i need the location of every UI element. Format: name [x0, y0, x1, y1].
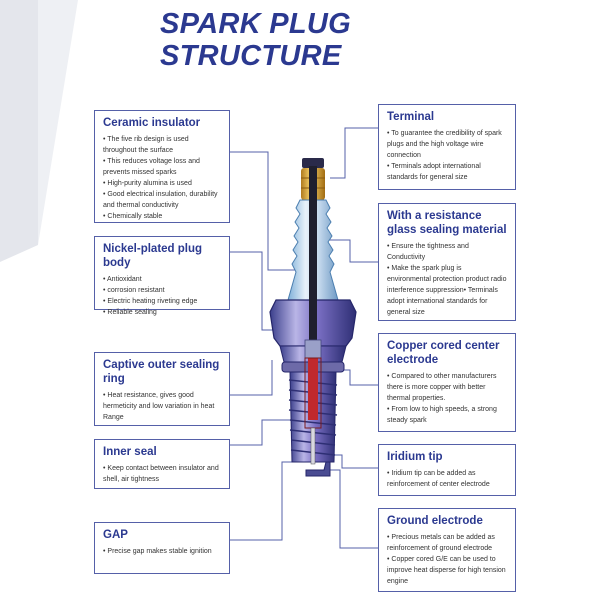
box-title: Terminal: [387, 111, 435, 123]
box-item: • Reliable sealing: [103, 307, 221, 318]
glass-seal: [305, 340, 321, 358]
box-item: • Chemically stable: [103, 211, 221, 222]
box-title: Ground electrode: [387, 515, 483, 527]
box-resistance-glass: [378, 203, 516, 321]
box-copper-cored-electrode: [378, 333, 516, 432]
box-item: • The five rib design is used throughout the surface: [103, 134, 221, 156]
box-ground-electrode: [378, 508, 516, 592]
box-title: Captive outer sealing ring: [103, 359, 220, 385]
ground-electrode: [306, 462, 330, 476]
leader-gap: [230, 462, 300, 540]
leader-ground: [326, 470, 378, 548]
box-title: GAP: [103, 529, 128, 541]
box-inner-seal: [94, 439, 230, 489]
box-gap: [94, 522, 230, 574]
box-item: • Copper cored G/E can be used to improve heat disperse for high tension engine: [387, 554, 507, 587]
box-item: • High-purity alumina is used: [103, 178, 221, 189]
leader-inner-seal: [230, 420, 290, 445]
box-item: • Precise gap makes stable ignition: [103, 546, 221, 557]
leader-sealing-ring: [230, 360, 272, 395]
box-item: • Iridium tip can be added as reinforcement of center electrode: [387, 468, 507, 490]
box-terminal: [378, 104, 516, 190]
box-iridium-tip: [378, 444, 516, 496]
box-item: • This reduces voltage loss and prevents missed sparks: [103, 156, 221, 178]
box-title: With a resistance glass sealing material: [387, 210, 507, 236]
box-item: • Precious metals can be added as reinforcement of ground electrode: [387, 532, 507, 554]
box-nickel-plated-body: [94, 236, 230, 316]
box-item: • To guarantee the credibility of spark plugs and the high voltage wire connection: [387, 128, 507, 161]
box-item: • corrosion resistant: [103, 285, 221, 296]
leader-terminal: [330, 128, 378, 178]
iridium-tip: [311, 428, 315, 464]
box-item: • Make the spark plug is environmental protection product radio interference suppression• Terminals adopt international standards for general size: [387, 263, 507, 318]
box-item: • Terminals adopt international standards for general size: [387, 161, 507, 183]
box-item: • Good electrical insulation, durability and thermal conductivity: [103, 189, 221, 211]
box-item: • Antioxidant: [103, 274, 221, 285]
box-ceramic-insulator: [94, 110, 230, 223]
box-item: • Heat resistance, gives good hermeticity and low variation in heat Range: [103, 390, 221, 423]
box-item: • Ensure the tightness and Conductivity: [387, 241, 507, 263]
box-item: • From low to high speeds, a strong steady spark: [387, 404, 507, 426]
copper-core: [308, 358, 318, 420]
box-title: Ceramic insulator: [103, 117, 201, 129]
box-title: Inner seal: [103, 446, 157, 458]
box-captive-outer-sealing-ring: [94, 352, 230, 426]
title-line-2: STRUCTURE: [160, 40, 342, 72]
box-title: Iridium tip: [387, 451, 443, 463]
box-title: Copper cored center electrode: [387, 340, 500, 366]
title-line-1: SPARK PLUG: [160, 8, 351, 40]
box-item: • Keep contact between insulator and shell, air tightness: [103, 463, 221, 485]
box-item: • Compared to other manufacturers there is more copper with better thermal properties.: [387, 371, 507, 404]
box-item: • Electric heating riveting edge: [103, 296, 221, 307]
terminal-rod: [309, 166, 317, 346]
box-title: Nickel-plated plug body: [103, 243, 203, 269]
